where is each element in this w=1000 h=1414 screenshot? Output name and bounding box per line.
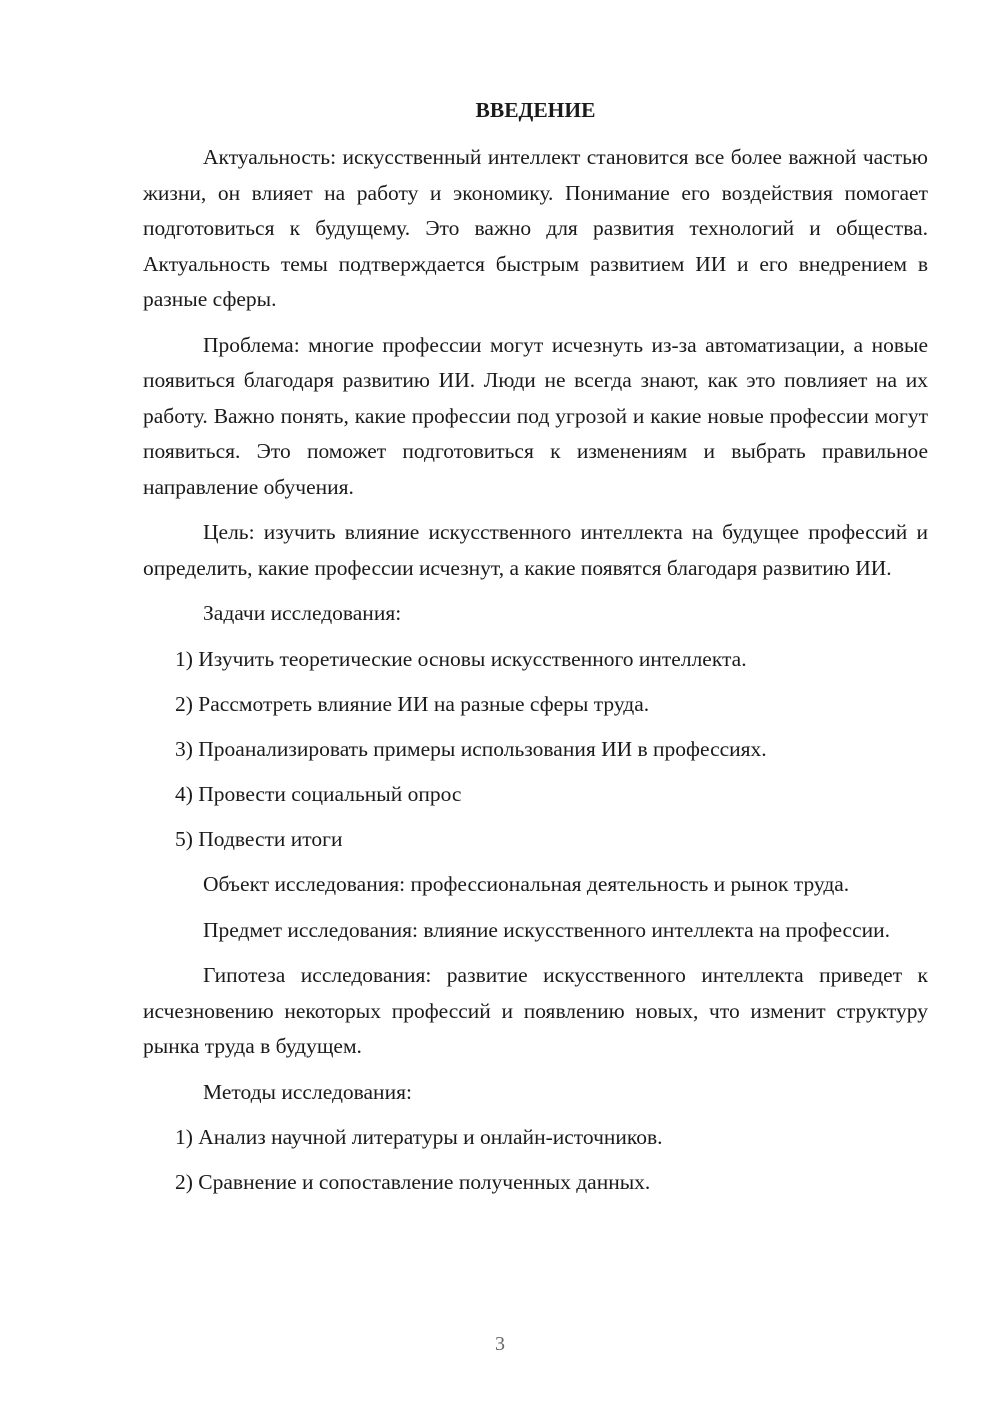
tasks-list [143, 642, 928, 858]
list-item: 5) Подвести итоги [175, 826, 343, 851]
object-paragraph: Объект исследования: профессиональная деятельность и рынок труда. [203, 872, 850, 896]
section-heading: ВВЕДЕНИЕ [475, 98, 596, 122]
list-item: 2) Рассмотреть влияние ИИ на разные сферы труда. [175, 691, 650, 716]
goal-paragraph: Цель: изучить влияние искусственного интеллекта на будущее профессий и определить, какие профессии исчезнут, а какие появятся благодаря развитию ИИ. [143, 520, 928, 580]
hypothesis-paragraph: Гипотеза исследования: развитие искусственного интеллекта приведет к исчезновению некоторых профессий и появлению новых, что изменит структуру рынка труда в будущем. [143, 963, 928, 1058]
list-item: 2) Сравнение и сопоставление полученных данных. [175, 1170, 651, 1194]
list-item: 1) Изучить теоретические основы искусственного интеллекта. [175, 646, 747, 671]
subject-paragraph: Предмет исследования: влияние искусственного интеллекта на профессии. [203, 917, 891, 942]
page-content [143, 94, 928, 1211]
list-item: 4) Провести социальный опрос [175, 781, 462, 806]
list-item: 1) Анализ научной литературы и онлайн-источников. [175, 1125, 663, 1149]
page-number: 3 [495, 1333, 505, 1355]
problem-paragraph: Проблема: многие профессии могут исчезнуть из-за автоматизации, а новые появиться благодаря развитию ИИ. Люди не всегда знают, как это повлияет на их работу. Важно понять, какие профессии под угрозой и какие новые профессии могут появиться. Это поможет подготовиться к изменениям и выбрать правильное направление обучения. [143, 332, 928, 499]
list-item: 3) Проанализировать примеры использования ИИ в профессиях. [175, 736, 767, 761]
relevance-paragraph: Актуальность: искусственный интеллект становится все более важной частью жизни, он влияет на работу и экономику. Понимание его воздействия помогает подготовиться к будущему. Это важно для развития технологий и общества. Актуальность темы подтверждается быстрым развитием ИИ и его внедрением в разные сферы. [143, 145, 928, 311]
methods-list [143, 1120, 928, 1201]
tasks-label: Задачи исследования: [203, 601, 402, 625]
methods-label: Методы исследования: [203, 1079, 412, 1104]
